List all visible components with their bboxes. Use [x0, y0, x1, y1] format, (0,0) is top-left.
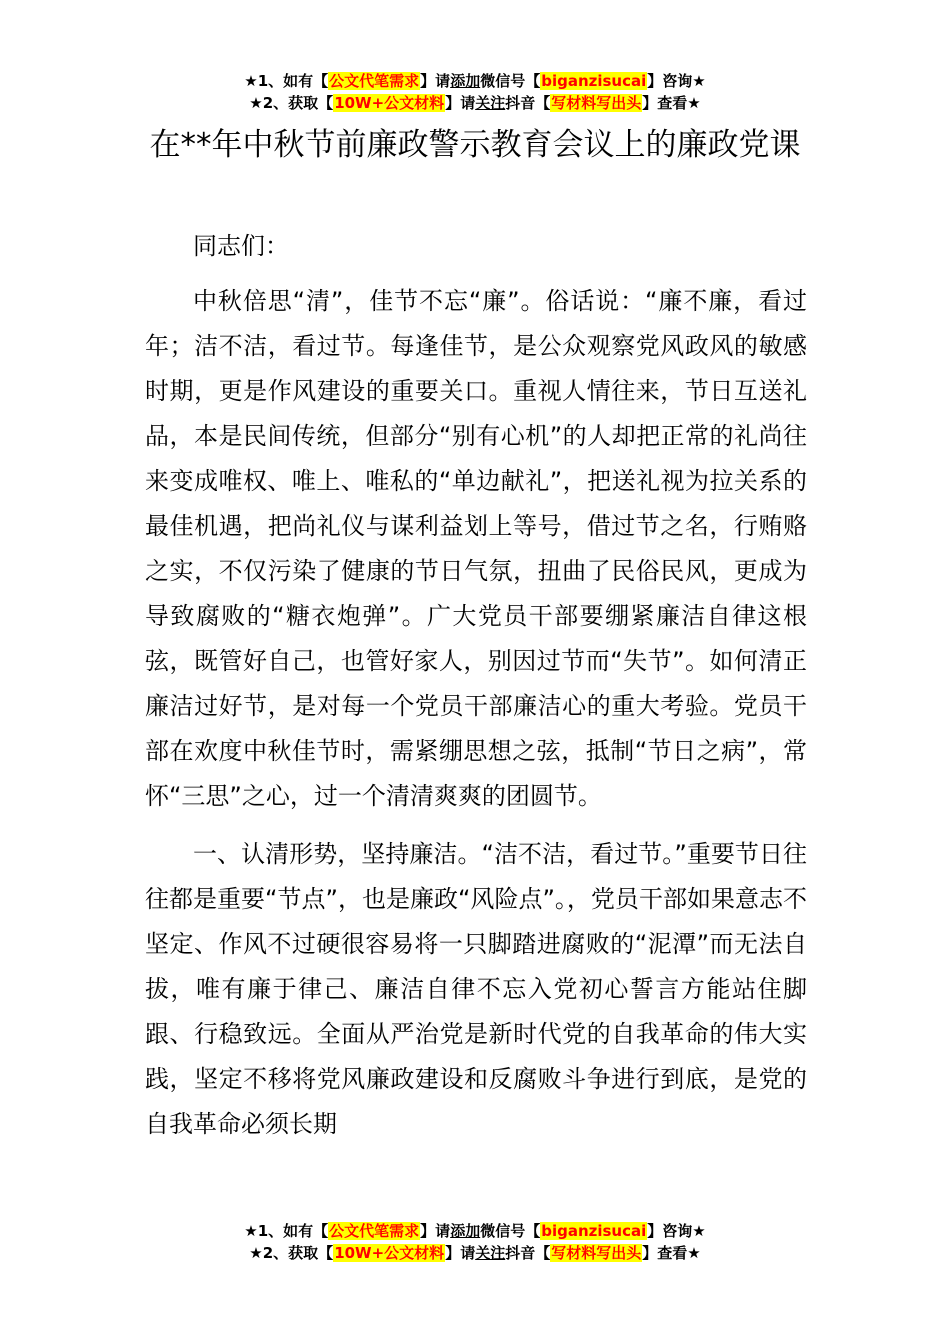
promo-highlight: 10W+公文材料 [334, 1244, 445, 1262]
promo-highlight: 写材料写出头 [551, 1244, 642, 1262]
promo-text: ★1、如有【 [244, 72, 329, 90]
promo-highlight: 公文代笔需求 [329, 72, 420, 90]
promo-text: ★2、获取【 [249, 94, 334, 112]
promo-highlight: 写材料写出头 [551, 94, 642, 112]
promo-highlight: 10W+公文材料 [334, 94, 445, 112]
promo-banner-top [0, 70, 950, 114]
promo-underline: 关注 [475, 94, 506, 112]
promo-line-1 [0, 1220, 950, 1242]
document-title: 在**年中秋节前廉政警示教育会议上的廉政党课 [149, 127, 801, 163]
document-body [145, 224, 807, 1160]
promo-line-2 [0, 1242, 950, 1264]
promo-text: 】请 [420, 1222, 451, 1240]
promo-text: 抖音【 [505, 1244, 551, 1262]
promo-underline: 添加 [450, 72, 481, 90]
promo-text: 】咨询★ [647, 1222, 706, 1240]
paragraph: 中秋倍思“清”，佳节不忘“廉”。俗话说：“廉不廉，看过年；洁不洁，看过节。每逢佳节，是公众观察党风政风的敏感时期，更是作风建设的重要关口。重视人情往来，节日互送礼品，本是民间传统，但部分“别有心机”的人却把正常的礼尚往来变成唯权、唯上、唯私的“单边献礼”，把送礼视为拉关系的最佳机遇，把尚礼仪与谋利益划上等号，借过节之名，行贿赂之实，不仅污染了健康的节日气氛，扭曲了民俗民风，更成为导致腐败的“糖衣炮弹”。广大党员干部要绷紧廉洁自律这根弦，既管好自己，也管好家人，别因过节而“失节”。如何清正廉洁过好节，是对每一个党员干部廉洁心的重大考验。党员干部在欢度中秋佳节时，需紧绷思想之弦，抵制“节日之病”，常怀“三思”之心，过一个清清爽爽的团圆节。 [145, 287, 807, 810]
paragraph: 一、认清形势，坚持廉洁。“洁不洁，看过节。”重要节日往往都是重要“节点”，也是廉政“风险点”。，党员干部如果意志不坚定、作风不过硬很容易将一只脚踏进腐败的“泥潭”而无法自拔，唯有廉于律己、廉洁自律不忘入党初心誓言方能站住脚跟、行稳致远。全面从严治党是新时代党的自我革命的伟大实践，坚定不移将党风廉政建设和反腐败斗争进行到底，是党的自我革命必须长期 [145, 840, 807, 1138]
promo-highlight: biganzisucai [541, 1222, 647, 1240]
promo-text: ★1、如有【 [244, 1222, 329, 1240]
promo-text: 】查看★ [642, 94, 701, 112]
promo-highlight: biganzisucai [541, 72, 647, 90]
promo-text: 抖音【 [505, 94, 551, 112]
promo-underline: 关注 [475, 1244, 506, 1262]
promo-text: 微信号【 [480, 72, 541, 90]
promo-text: 】咨询★ [647, 72, 706, 90]
promo-underline: 添加 [450, 1222, 481, 1240]
promo-banner-bottom [0, 1220, 950, 1264]
salutation: 同志们： [193, 232, 289, 260]
promo-text: ★2、获取【 [249, 1244, 334, 1262]
promo-line-1 [0, 70, 950, 92]
promo-text: 微信号【 [480, 1222, 541, 1240]
promo-text: 】请 [445, 94, 476, 112]
promo-highlight: 公文代笔需求 [329, 1222, 420, 1240]
promo-text: 】请 [420, 72, 451, 90]
promo-line-2 [0, 92, 950, 114]
promo-text: 】请 [445, 1244, 476, 1262]
promo-text: 】查看★ [642, 1244, 701, 1262]
